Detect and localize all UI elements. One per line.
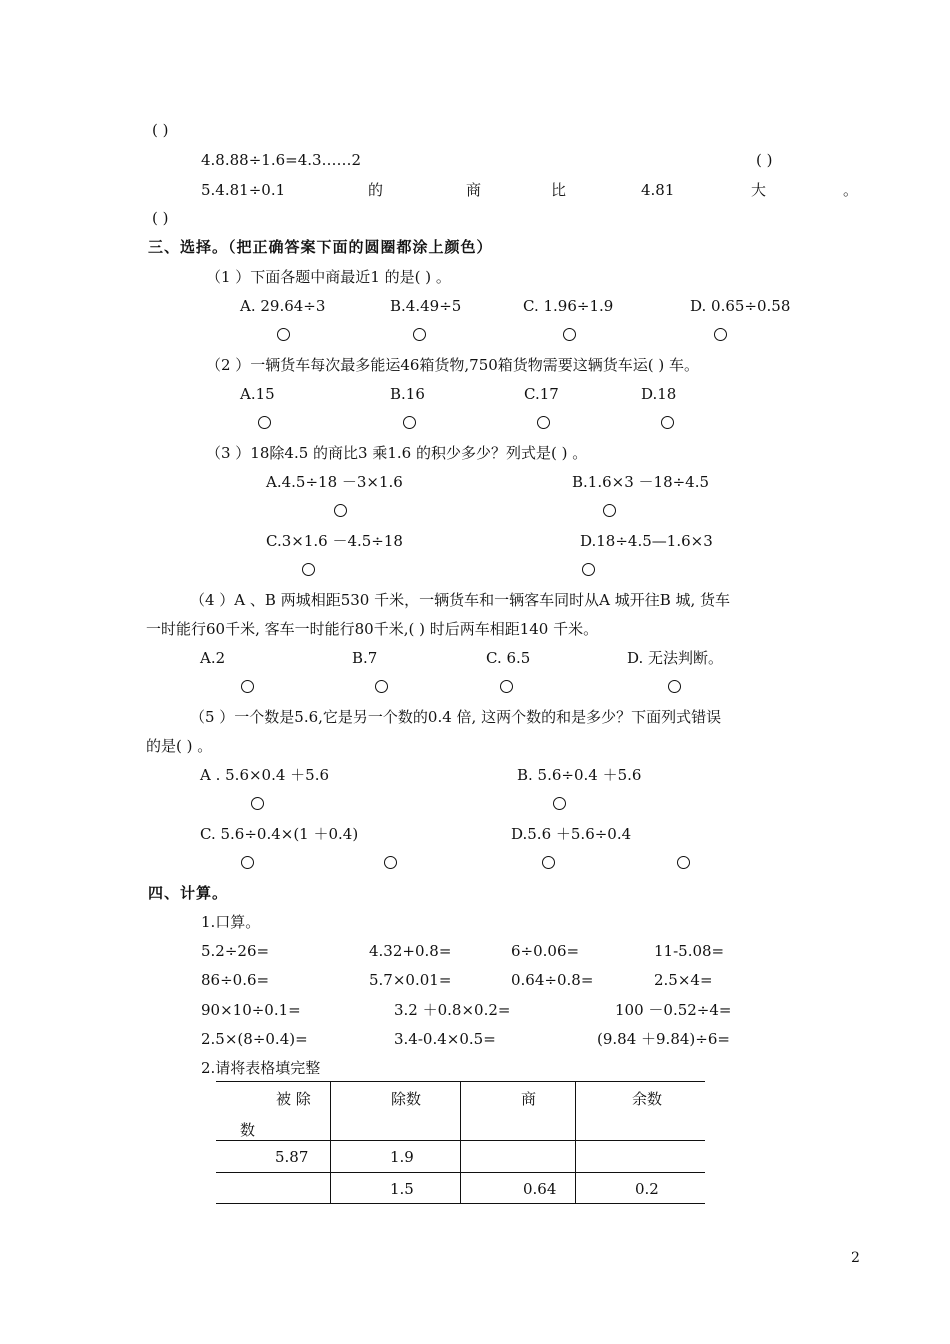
table-row	[216, 1141, 705, 1173]
oral-problem: (9.84 ＋9.84)÷6=	[597, 1030, 730, 1048]
answer-circle[interactable]	[677, 856, 690, 869]
q4-line1: （4 ）A 、B 两城相距530 千米，一辆货车和一辆客车同时从A 城开往B 城, 货车	[190, 591, 731, 609]
oral-problem: 6÷0.06=	[511, 942, 580, 960]
answer-circle[interactable]	[500, 680, 513, 693]
oral-problem: 11-5.08=	[654, 942, 725, 960]
cell-value: 0.2	[635, 1180, 659, 1198]
q3-option-c: C.3×1.6 －4.5÷18	[266, 532, 403, 550]
q4-option-d: D. 无法判断。	[627, 649, 724, 667]
answer-circle[interactable]	[413, 328, 426, 341]
oral-problem: 2.5×(8÷0.4)=	[201, 1030, 308, 1048]
cell-value: 5.87	[275, 1148, 309, 1166]
judge-q3-paren: ( )	[152, 121, 169, 139]
oral-problem: 86÷0.6=	[201, 971, 270, 989]
q3-option-a: A.4.5÷18 －3×1.6	[266, 473, 403, 491]
answer-circle[interactable]	[661, 416, 674, 429]
answer-circle[interactable]	[603, 504, 616, 517]
oral-problem: 5.7×0.01=	[369, 971, 452, 989]
q4-option-b: B.7	[352, 649, 378, 667]
answer-circle[interactable]	[553, 797, 566, 810]
header-dividend-line1: 被 除	[276, 1090, 311, 1108]
answer-circle[interactable]	[251, 797, 264, 810]
table-cell[interactable]	[331, 1141, 461, 1173]
answer-circle[interactable]	[537, 416, 550, 429]
judge-q5-part: 。	[843, 181, 859, 199]
q4-option-a: A.2	[200, 649, 226, 667]
header-quotient-label: 商	[521, 1090, 537, 1108]
judge-q4-text: 4.8.88÷1.6=4.3……2	[201, 151, 362, 169]
q2-option-c: C.17	[524, 385, 559, 403]
q5-option-c: C. 5.6÷0.4×(1 ＋0.4)	[200, 825, 359, 843]
oral-problem: 100 －0.52÷4=	[615, 1001, 732, 1019]
oral-problem: 4.32+0.8=	[369, 942, 452, 960]
q4-line2: 一时能行60千米, 客车一时能行80千米,( ) 时后两车相距140 千米。	[146, 620, 599, 638]
q1-option-b: B.4.49÷5	[390, 297, 462, 315]
table-cell[interactable]	[216, 1141, 331, 1173]
q5-line2: 的是( ) 。	[146, 737, 213, 755]
table-cell[interactable]	[576, 1141, 706, 1173]
answer-circle[interactable]	[668, 680, 681, 693]
answer-circle[interactable]	[403, 416, 416, 429]
cell-value: 0.64	[523, 1180, 557, 1198]
q5-line1: （5 ）一个数是5.6,它是另一个数的0.4 倍, 这两个数的和是多少？下面列式错误	[190, 708, 722, 726]
answer-circle[interactable]	[582, 563, 595, 576]
header-divisor-label: 除数	[391, 1090, 422, 1108]
table-cell[interactable]	[461, 1141, 576, 1173]
judge-q4-paren: ( )	[756, 151, 773, 169]
oral-problem: 5.2÷26=	[201, 942, 270, 960]
judge-q5-part: 4.81	[641, 181, 675, 199]
oral-problem: 90×10÷0.1=	[201, 1001, 301, 1019]
answer-circle[interactable]	[384, 856, 397, 869]
answer-circle[interactable]	[334, 504, 347, 517]
oral-problem: 2.5×4=	[654, 971, 713, 989]
q3-stem: （3 ）18除4.5 的商比3 乘1.6 的积少多少？列式是( ) 。	[206, 444, 588, 462]
judge-q5-part: 的	[368, 181, 384, 199]
answer-circle[interactable]	[542, 856, 555, 869]
answer-circle[interactable]	[714, 328, 727, 341]
cell-value	[461, 1141, 575, 1148]
section3-title: 三、选择。（把正确答案下面的圆圈都涂上颜色）	[148, 238, 493, 256]
answer-circle[interactable]	[241, 680, 254, 693]
q2-option-d: D.18	[641, 385, 677, 403]
answer-circle[interactable]	[277, 328, 290, 341]
q5-option-b: B. 5.6÷0.4 ＋5.6	[517, 766, 642, 784]
oral-calc-heading: 1.口算。	[201, 913, 261, 931]
q3-option-d: D.18÷4.5—1.6×3	[580, 532, 713, 550]
q4-option-c: C. 6.5	[486, 649, 531, 667]
judge-q5-part: 大	[751, 181, 767, 199]
q1-option-c: C. 1.96÷1.9	[523, 297, 614, 315]
header-dividend-line2: 数	[240, 1121, 256, 1139]
cell-value	[576, 1141, 705, 1148]
section4-title: 四、计算。	[148, 884, 229, 902]
table-cell[interactable]	[216, 1173, 331, 1204]
header-quotient	[461, 1082, 576, 1141]
answer-circle[interactable]	[563, 328, 576, 341]
q5-option-a: A . 5.6×0.4 ＋5.6	[200, 766, 330, 784]
page-number: 2	[851, 1250, 860, 1266]
header-dividend	[216, 1082, 331, 1141]
cell-value: 1.9	[390, 1148, 414, 1166]
judge-q5-part: 比	[551, 181, 567, 199]
q2-option-a: A.15	[240, 385, 275, 403]
judge-q5-paren: ( )	[152, 209, 169, 227]
table-cell[interactable]	[461, 1173, 576, 1204]
oral-problem: 3.4-0.4×0.5=	[394, 1030, 496, 1048]
table-row	[216, 1173, 705, 1204]
answer-circle[interactable]	[258, 416, 271, 429]
header-remainder-label: 余数	[632, 1090, 663, 1108]
cell-value: 1.5	[390, 1180, 414, 1198]
judge-q5-part: 商	[466, 181, 482, 199]
answer-circle[interactable]	[302, 563, 315, 576]
q2-stem: （2 ）一辆货车每次最多能运46箱货物,750箱货物需要这辆货车运( ) 车。	[206, 356, 700, 374]
answer-circle[interactable]	[375, 680, 388, 693]
oral-problem: 0.64÷0.8=	[511, 971, 594, 989]
table-header-row	[216, 1082, 705, 1141]
q1-option-d: D. 0.65÷0.58	[690, 297, 791, 315]
q1-stem: （1 ）下面各题中商最近1 的是( ) 。	[206, 268, 451, 286]
table-cell[interactable]	[576, 1173, 706, 1204]
q2-option-b: B.16	[390, 385, 425, 403]
division-table	[216, 1081, 705, 1204]
table-heading: 2.请将表格填完整	[201, 1059, 321, 1077]
q1-option-a: A. 29.64÷3	[240, 297, 326, 315]
cell-value	[216, 1173, 330, 1180]
q5-option-d: D.5.6 ＋5.6÷0.4	[511, 825, 632, 843]
header-remainder	[576, 1082, 706, 1141]
header-divisor	[331, 1082, 461, 1141]
q3-option-b: B.1.6×3 －18÷4.5	[572, 473, 710, 491]
table-cell[interactable]	[331, 1173, 461, 1204]
judge-q5-part: 5.4.81÷0.1	[201, 181, 286, 199]
answer-circle[interactable]	[241, 856, 254, 869]
oral-problem: 3.2 ＋0.8×0.2=	[394, 1001, 511, 1019]
